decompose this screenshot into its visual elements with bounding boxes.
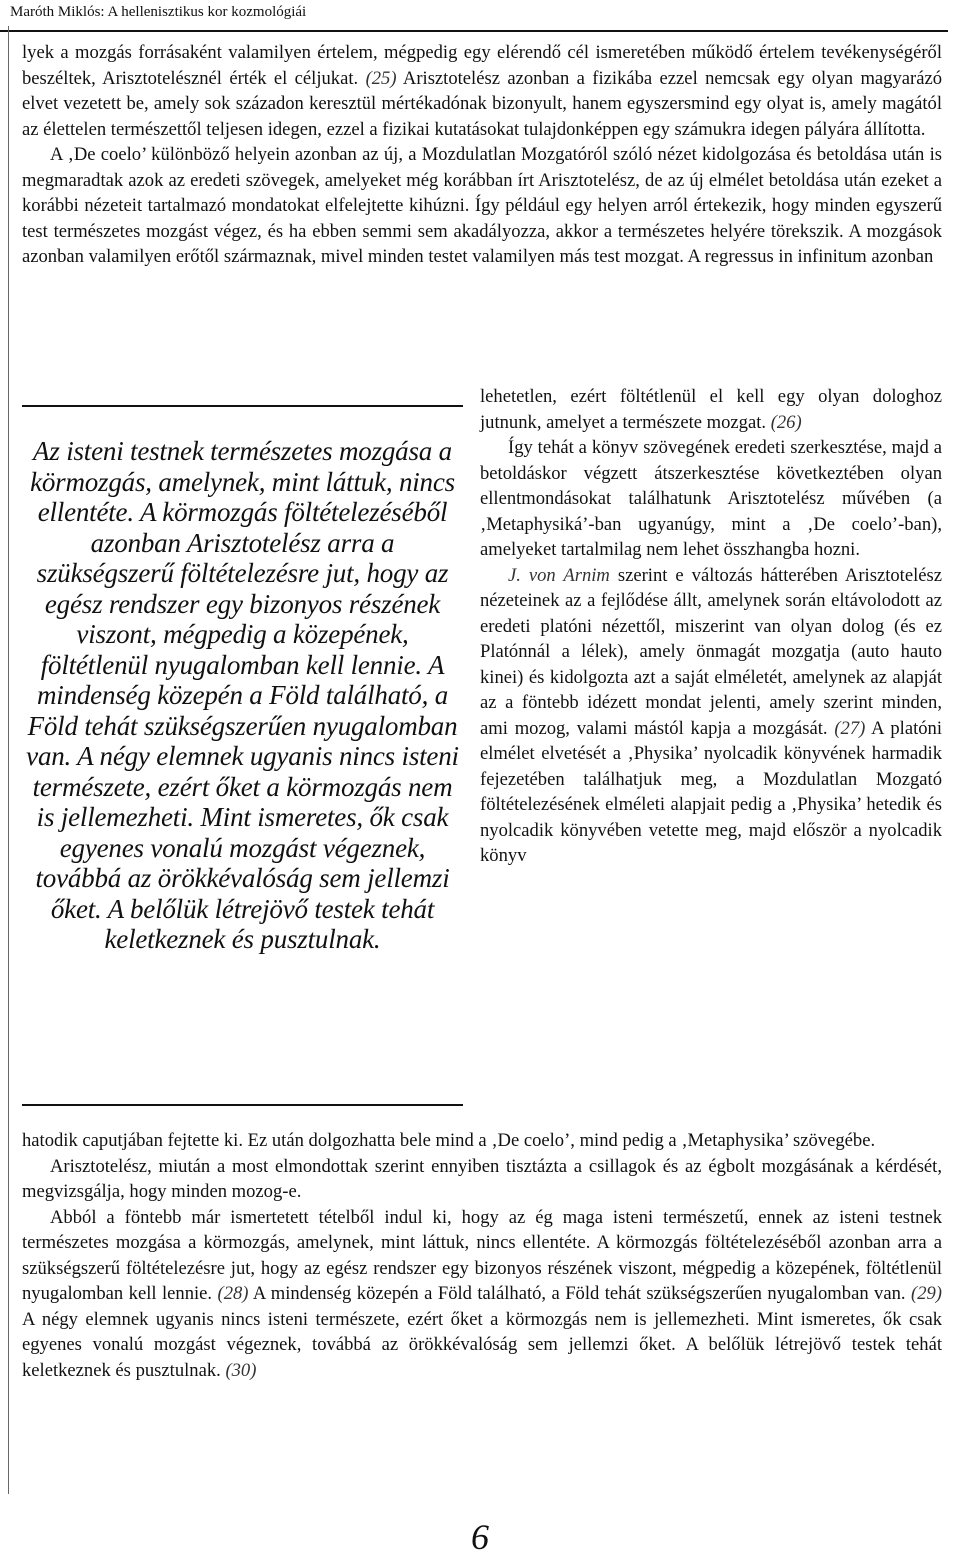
paragraph-2: A ‚De coelo’ különböző helyein azonban az új, a Mozdulatlan Mozgatóról szóló nézet kidolgozása és betoldása után is megmaradtak azok az eredeti szövegek, amelyeket még korábban írt Arisztotelész, de az új elmélet betoldása után ezeket a korábbi nézeteit tartalmazó mondatokat elfelejtette kihúzni. Így például egy helyen arról értekezik, hogy minden egyszerű test természetes mozgást végez, és ha ebben semmi sem akadályozza, akkor a természetes helyére törekszik. A mozgások azonban valamilyen erőtől származnak, mivel minden testet valamilyen más test mozgat. A regressus in infinitum azonban (22, 144, 942, 267)
right-paragraph-3 (480, 563, 942, 869)
running-header: Maróth Miklós: A hellenisztikus kor kozmológiái (10, 4, 307, 20)
paragraph-1-cont: Arisztotelész azonban a fizikába ezzel nemcsak egy olyan magyarázó elvet vezetett be, amely sok századon keresztül mértékadónak bizonyult, hanem egyszersmind egy olyat is, amely magától az élettelen természettől teljesen idegen, ezzel a fizikai kutatásokat tulajdonképpen egy számukra idegen pályára állította. (22, 67, 943, 140)
right-paragraph-3-text: szerint e változás hátterében Arisztotelész nézeteinek az a fejlődése állt, amelynek során eltávolodott az eredeti platóni nézettől, miszerint van olyan dolog (és ez Platónnál a lélek), amely önmagát mozgatja (auto hauto kinei) és kidolgozta azt a saját elméletét, amelynek az alapját az a föntebb idézett mondat jelenti, amely szerint minden, ami mozog, valami mástól kapja a mozgását. (480, 564, 942, 739)
paragraph-5 (22, 1205, 942, 1384)
paragraph-1-text: lyek a mozgás forrásaként valamilyen értelem, mégpedig egy elérendő cél ismeretében működő értelem tevékenységéről beszéltek, Arisztotelésznél érték el céljukat. (22, 42, 942, 89)
paragraph-5-text-b: A mindenség közepén a Föld található, a Föld tehát szükségszerűen nyugalomban van. (252, 1283, 906, 1304)
note-ref-29: (29) (911, 1283, 942, 1304)
right-paragraph-2: Így tehát a könyv szövegének eredeti szerkesztése, majd a betoldáskor végzett átszerkesztése következtében olyan ellentmondásokat találhatunk Arisztotelész művében (a ‚Metaphysiká’-ban ugyanúgy, mint a ‚De coelo’-ban), amelyeket tartalmilag nem lehet összhangba hozni. (480, 437, 942, 560)
note-ref-27: (27) (834, 717, 866, 739)
header-rule (0, 30, 948, 32)
paragraph-5-text-a: Abból a föntebb már ismertetett tételből indul ki, hogy az ég maga isteni természetű, ennek az isteni testnek természetes mozgása a körmozgás, amelynek, mint láttuk, nincs ellentéte. A körmozgás föltételezéséből azonban arra a szükségszerű föltételezésre jut, hogy az egész rendszer egy bizonyos részének viszont, mégpedig a közepének, föltétlenül nyugalomban kell lennie. (22, 1206, 942, 1304)
pullquote-rule-bottom (22, 1104, 463, 1106)
pullquote-rule-top (22, 405, 463, 407)
paragraph-3: hatodik caputjában fejtette ki. Ez után dolgozhatta bele mind a ‚De coelo’, mind pedig a ‚Metaphysika’ szövegébe. (22, 1130, 876, 1151)
note-ref-28: (28) (217, 1283, 249, 1304)
body-bottom (22, 1128, 942, 1383)
paragraph-1 (22, 40, 942, 142)
paragraph-5-text-c: A négy elemnek ugyanis nincs isteni természete, ezért őket a körmozgás nem is jellemezheti. Mint ismeretes, ők csak egyenes vonalú mozgást végeznek, továbbá az örökkévalóság sem jellemzi őket. A belőlük létrejövő testek tehát keletkeznek és pusztulnak. (22, 1308, 942, 1381)
right-paragraph-1 (480, 384, 942, 435)
note-ref-30: (30) (225, 1359, 257, 1381)
right-paragraph-3-cont: A platóni elmélet elvetését a ‚Physika’ nyolcadik könyvének harmadik fejezetében találhatjuk meg, a Mozdulatlan Mozgató föltételezésének elméleti alapjait pedig a ‚Physika’ hetedik és nyolcadik könyvében vetette meg, majd először a nyolcadik könyv (480, 717, 942, 866)
right-column (480, 384, 942, 869)
author-name: J. von Arnim (508, 564, 610, 586)
page-number: 6 (471, 1517, 489, 1557)
paragraph-4: Arisztotelész, miután a most elmondottak szerint ennyiben tisztázta a csillagok és az égbolt mozgásának a kérdését, megvizsgálja, hogy minden mozog-e. (22, 1155, 942, 1202)
margin-rule (8, 26, 9, 1494)
note-ref-25: (25) (365, 67, 397, 89)
note-ref-26: (26) (770, 411, 802, 433)
right-paragraph-1-text: lehetetlen, ezért föltétlenül el kell egy olyan dologhoz jutnunk, amelyet a természete mozgat. (480, 386, 942, 433)
pullquote: Az isteni testnek természetes mozgása a körmozgás, amelynek, mint láttuk, nincs ellentéte. A körmozgás föltételezéséből azonban Arisztotelész arra a szükségszerű föltételezésre jut, hogy az egész rendszer egy bizonyos részének viszont, mégpedig a közepének, föltétlenül nyugalomban kell lennie. A mindenség közepén a Föld található, a Föld tehát szükségszerűen nyugalomban van. A négy elemnek ugyanis nincs isteni természete, ezért őket a körmozgás nem is jellemezheti. Mint ismeretes, ők csak egyenes vonalú mozgást végeznek, továbbá az örökkévalóság sem jellemzi őket. A belőlük létrejövő testek tehát keletkeznek és pusztulnak. (26, 436, 459, 954)
body-top (22, 40, 942, 270)
